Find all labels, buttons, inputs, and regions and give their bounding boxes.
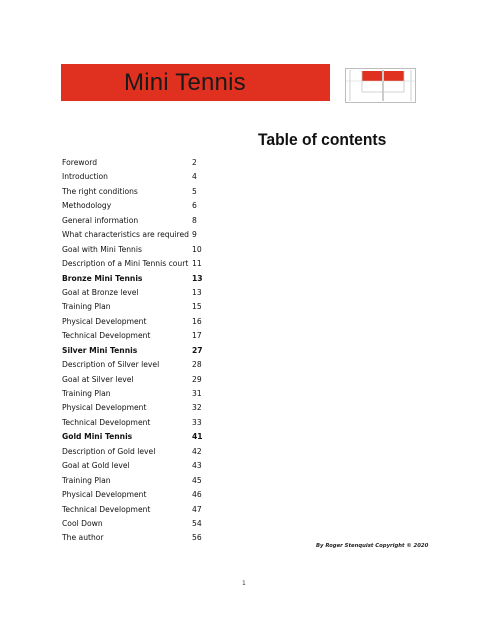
toc-entry-page: 8 bbox=[192, 215, 197, 225]
toc-entry[interactable] bbox=[62, 373, 212, 387]
toc-entry-page: 46 bbox=[192, 490, 202, 500]
toc-entry[interactable] bbox=[62, 344, 212, 358]
toc-entry-label: Physical Development bbox=[62, 403, 147, 413]
toc-entry-label: Cool Down bbox=[62, 518, 103, 528]
toc-entry-label: Goal at Silver level bbox=[62, 374, 134, 384]
copyright-credit: By Roger Stenquist Copyright © 2020 bbox=[316, 543, 429, 549]
toc-entry[interactable] bbox=[62, 156, 212, 170]
toc-entry[interactable] bbox=[62, 387, 212, 401]
toc-entry[interactable] bbox=[62, 300, 212, 314]
title-banner bbox=[61, 64, 330, 101]
toc-entry-page: 4 bbox=[192, 172, 197, 182]
toc-entry-label: The author bbox=[62, 533, 104, 543]
toc-entry-label: Gold Mini Tennis bbox=[62, 432, 133, 442]
toc-entry-page: 31 bbox=[192, 389, 202, 398]
toc-entry[interactable] bbox=[62, 416, 212, 430]
page-number: 1 bbox=[242, 580, 246, 587]
toc-entry[interactable] bbox=[62, 531, 212, 545]
toc-entry-label: General information bbox=[62, 215, 139, 225]
toc-entry-page: 2 bbox=[192, 158, 197, 167]
toc-entry[interactable] bbox=[62, 488, 212, 502]
toc-entry-page: 42 bbox=[192, 446, 202, 456]
toc-entry-label: Physical Development bbox=[62, 490, 147, 500]
toc-entry-page: 13 bbox=[192, 273, 203, 283]
toc-entry-page: 29 bbox=[192, 374, 202, 384]
toc-entry-page: 56 bbox=[192, 533, 202, 543]
toc-entry-label: Training Plan bbox=[62, 475, 111, 485]
toc-entry[interactable] bbox=[62, 517, 212, 531]
toc-entry-label: Goal at Bronze level bbox=[62, 287, 139, 297]
toc-entry-label: What characteristics are required bbox=[62, 230, 189, 240]
toc-entry[interactable] bbox=[62, 286, 212, 300]
toc-entry-page: 27 bbox=[192, 345, 203, 355]
toc-entry-label: Training Plan bbox=[62, 389, 111, 398]
toc-entry[interactable] bbox=[62, 459, 212, 473]
toc-entry-label: Technical Development bbox=[62, 331, 151, 341]
toc-entry[interactable] bbox=[62, 199, 212, 213]
toc-entry-label: Bronze Mini Tennis bbox=[62, 273, 143, 283]
toc-entry-page: 13 bbox=[192, 287, 202, 297]
toc-entry-label: Technical Development bbox=[62, 504, 151, 514]
toc-entry[interactable] bbox=[62, 358, 212, 372]
toc-entry-label: The right conditions bbox=[62, 186, 138, 196]
toc-entry-label: Description of Gold level bbox=[62, 446, 156, 456]
toc-entry-page: 43 bbox=[192, 461, 202, 471]
toc-entry[interactable] bbox=[62, 170, 212, 184]
toc-entry[interactable] bbox=[62, 257, 212, 271]
toc-entry-page: 41 bbox=[192, 432, 203, 442]
toc-entry[interactable] bbox=[62, 503, 212, 517]
toc-entry[interactable] bbox=[62, 329, 212, 343]
toc-entry-page: 32 bbox=[192, 403, 202, 413]
toc-entry[interactable] bbox=[62, 272, 212, 286]
toc-heading: Table of contents bbox=[258, 130, 387, 149]
toc-entry-page: 5 bbox=[192, 186, 197, 196]
toc-entry-label: Description of a Mini Tennis court bbox=[62, 259, 189, 269]
toc-entry-page: 54 bbox=[192, 518, 202, 528]
toc-entry-label: Technical Development bbox=[62, 417, 151, 427]
toc-entry-page: 6 bbox=[192, 201, 197, 211]
toc-entry-label: Introduction bbox=[62, 172, 108, 182]
toc-entry-label: Description of Silver level bbox=[62, 360, 160, 370]
toc-entry-label: Foreword bbox=[62, 158, 98, 167]
tennis-court-icon bbox=[345, 68, 416, 103]
toc-entry[interactable] bbox=[62, 401, 212, 415]
toc-entry-page: 45 bbox=[192, 475, 202, 485]
toc-entry[interactable] bbox=[62, 315, 212, 329]
toc-entry-page: 10 bbox=[192, 244, 202, 254]
toc-entry-page: 15 bbox=[192, 302, 202, 312]
table-of-contents bbox=[62, 156, 212, 546]
toc-entry-page: 28 bbox=[192, 360, 202, 370]
toc-entry[interactable] bbox=[62, 445, 212, 459]
toc-entry[interactable] bbox=[62, 228, 212, 242]
toc-entry[interactable] bbox=[62, 185, 212, 199]
toc-entry-label: Methodology bbox=[62, 201, 112, 211]
toc-entry[interactable] bbox=[62, 474, 212, 488]
toc-entry-page: 16 bbox=[192, 316, 202, 326]
toc-entry-page: 11 bbox=[192, 259, 202, 269]
toc-entry-label: Training Plan bbox=[62, 302, 111, 312]
toc-entry-page: 17 bbox=[192, 331, 202, 341]
toc-entry-page: 9 bbox=[192, 230, 197, 240]
toc-entry-label: Goal with Mini Tennis bbox=[62, 244, 142, 254]
toc-entry-label: Physical Development bbox=[62, 316, 147, 326]
toc-entry-label: Silver Mini Tennis bbox=[62, 345, 138, 355]
document-title: Mini Tennis bbox=[124, 69, 246, 96]
toc-entry-page: 47 bbox=[192, 504, 202, 514]
toc-entry[interactable] bbox=[62, 214, 212, 228]
toc-entry-page: 33 bbox=[192, 417, 202, 427]
toc-entry-label: Goal at Gold level bbox=[62, 461, 130, 471]
toc-entry[interactable] bbox=[62, 430, 212, 444]
toc-entry[interactable] bbox=[62, 243, 212, 257]
